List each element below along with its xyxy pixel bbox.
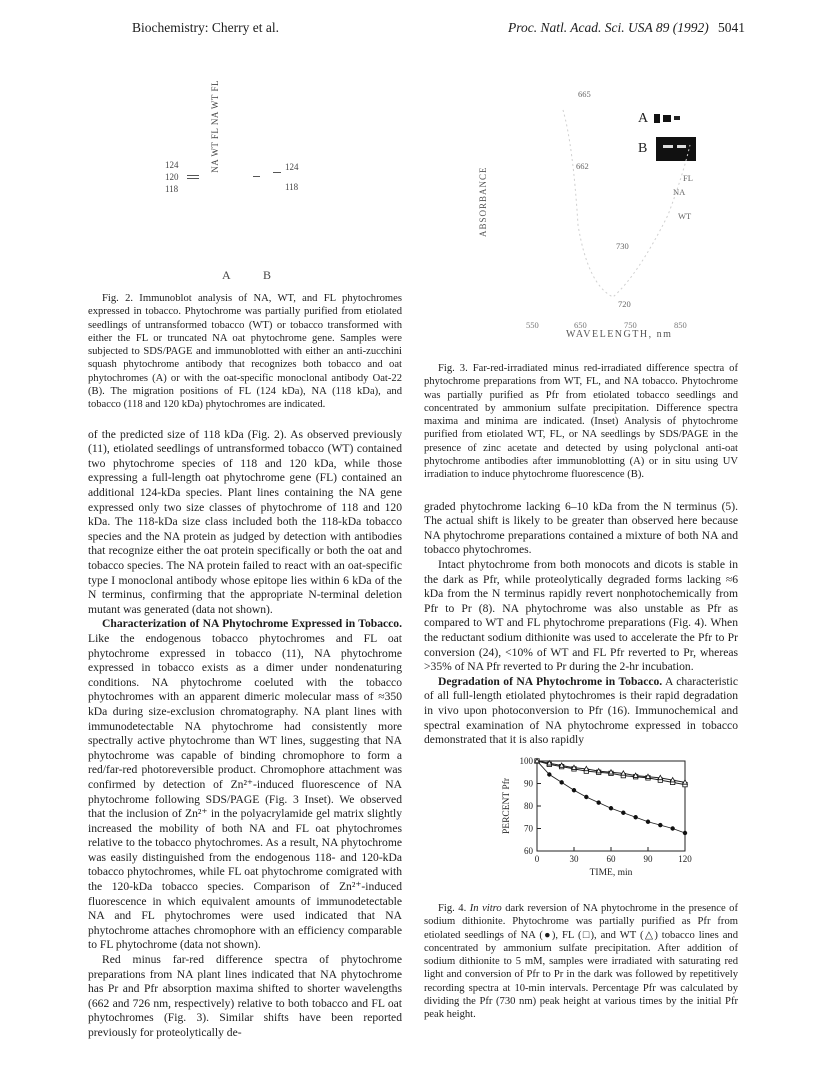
x-tick-850: 850	[674, 320, 687, 330]
data-point-na	[609, 806, 613, 810]
peak-662: 662	[576, 161, 589, 171]
marker-124-right: 124	[285, 162, 299, 172]
left-column	[88, 292, 402, 1041]
y-axis-label: ABSORBANCE	[478, 166, 488, 237]
x-axis-label: WAVELENGTH, nm	[566, 329, 673, 340]
inset-a-label: A	[638, 111, 649, 126]
figure-3-spectra	[478, 85, 708, 355]
chart-marks	[535, 758, 688, 835]
x-tick-750: 750	[624, 320, 637, 330]
curve-label-fl: FL	[683, 173, 693, 183]
data-point-na	[646, 820, 650, 824]
panel-b-label: B	[263, 268, 272, 282]
peak-720: 720	[618, 299, 631, 309]
figure-4-caption	[424, 902, 738, 1022]
section-paragraph	[424, 675, 738, 748]
fig4-caption-prefix: Fig. 4.	[438, 903, 467, 914]
gel-band-b2	[677, 145, 686, 148]
x-tick-label: 120	[678, 854, 692, 864]
y-tick-label: 90	[524, 778, 533, 789]
marker-124-left: 124	[165, 160, 179, 170]
paragraph: of the predicted size of 118 kDa (Fig. 2). As observed previously (11), etiolated seedlings of untransformed tobacco (WT) contained two phytochrome species of 118 and 120 kDa, while those expressing a full-length oat phytochrome gene (FL) contained an additional 124-kDa species. Plant lines containing the NA gene expressed only two size classes of phytochrome of 118 and 120 kDa. The 118-kDa size class included both the 118-kDa tobacco species and the NA protein as judged by detection with antibodies that recognize either the oat protein specifically or both the oat and tobacco species. The NA protein failed to react with an oat-specific type I monoclonal antibody whose epitope lies within 6 kDa of the N terminus, confirming that the appropriate N-terminal deletion mutant was generated (data not shown).	[88, 427, 402, 616]
running-header-journal: Proc. Natl. Acad. Sci. USA 89 (1992)	[508, 20, 709, 35]
paragraph: graded phytochrome lacking 6–10 kDa from the N terminus (5). The actual shift is likely to be greater than observed here because NA phytochrome preparations contained a mixture of both NA and tobacco phytochromes.	[424, 499, 738, 557]
marker-118-right: 118	[285, 182, 299, 192]
y-axis-label: PERCENT Pfr	[502, 777, 512, 835]
inset-gel-bands	[478, 85, 708, 355]
data-point-na	[633, 815, 637, 819]
paragraph: Intact phytochrome from both monocots and dicots is stable in the dark as Pfr, while proteolytically degraded forms lacking ≈6 kDa from the N terminus rapidly revert nonphotochemically from Pfr to Pr (8). NA phytochrome was also unstable as Pfr as compared to WT and FL phytochrome preparations (Fig. 4). When the reductant sodium dithionite was used to accelerate the Pfr to Pr conversion (24), <10% of WT and FL Pfr reverted to Pr, whereas >35% of NA Pfr reverted to Pr during the 2-hr incubation.	[424, 558, 738, 674]
data-point-na	[572, 788, 576, 792]
figure-2-immunoblot	[165, 80, 305, 285]
peak-665: 665	[578, 89, 591, 99]
inset-b-label: B	[638, 141, 648, 156]
data-point-na	[584, 795, 588, 799]
data-point-na	[621, 811, 625, 815]
paragraph-body: A characteristic of all full-length etiolated phytochromes is their rapid degradation in vivo upon photoconversion to Pfr (16). Immunochemical and spectral examination of NA phytochrome expressed in tobacco demonstrated that it is also rapidly	[424, 674, 738, 747]
right-column	[424, 362, 738, 748]
section-paragraph	[88, 617, 402, 953]
section-heading: Degradation of NA Phytochrome in Tobacco.	[438, 674, 663, 688]
figure-4-caption-block	[424, 902, 738, 1022]
x-axis-label: TIME, min	[589, 868, 633, 878]
blot-band	[273, 172, 281, 173]
blot-band	[187, 175, 199, 176]
x-tick-550: 550	[526, 320, 539, 330]
data-point-na	[658, 823, 662, 827]
x-tick-label: 90	[643, 854, 653, 864]
y-tick-label: 80	[524, 801, 533, 811]
data-point-na	[683, 831, 687, 835]
fig2-caption-prefix: Fig. 2.	[102, 293, 134, 304]
peak-730: 730	[616, 241, 629, 251]
y-tick-label: 60	[524, 846, 533, 856]
running-header-authors: Biochemistry: Cherry et al.	[132, 20, 279, 35]
x-tick-label: 60	[606, 854, 616, 864]
data-point-na	[596, 800, 600, 804]
y-tick-label: 70	[524, 823, 533, 834]
fig3-caption-text: Far-red-irradiated minus red-irradiated difference spectra of phytochrome preparations from WT, FL, and NA tobacco. Phytochrome was partially purified as Pfr from etiolated tobacco seedlings and concentrated by ammonium sulfate precipitation. Difference spectra maxima and minima are indicated. (Inset) Analysis of phytochrome purified from etiolated WT, FL, or NA seedlings by SDS/PAGE in the presence of zinc acetate and detected by using polyclonal anti-oat phytochrome antibodies after immunoblotting (A) or in situ using UV irradiation to induce phytochrome fluorescence (B).	[424, 363, 738, 481]
x-tick-label: 0	[534, 854, 540, 864]
gel-band-a2	[663, 115, 671, 122]
data-point-na	[670, 826, 674, 830]
gel-band-a1	[654, 114, 660, 123]
marker-120-left: 120	[165, 172, 179, 182]
figure-4-chart	[495, 755, 705, 885]
marker-118-left: 118	[165, 184, 179, 194]
gel-band-a3	[674, 116, 680, 120]
gel-panel-b	[656, 137, 696, 161]
blot-band	[187, 178, 199, 179]
figure-2-caption	[88, 292, 402, 412]
fig3-caption-prefix: Fig. 3.	[438, 363, 468, 374]
x-tick-650: 650	[574, 320, 587, 330]
paragraph: Red minus far-red difference spectra of phytochrome preparations from NA plant lines indicated that NA phytochrome has Pr and Pfr absorption maxima shifted to shorter wavelengths (662 and 726 nm, respectively) relative to both tobacco and FL oat phytochromes (Fig. 3). Similar shifts have been reported previously for proteolytically de-	[88, 953, 402, 1040]
lane-labels: NA WT FL NA WT FL	[210, 80, 220, 173]
blot-band	[253, 176, 260, 177]
figure-3-caption	[424, 362, 738, 482]
data-point-na	[559, 780, 563, 784]
panel-a-label: A	[222, 268, 231, 282]
fig2-caption-text: Immunoblot analysis of NA, WT, and FL phytochromes expressed in tobacco. Phytochrome was partially purified from etiolated seedlings of untransformed tobacco (WT) or tobacco transformed with either the FL or truncated NA oat phytochrome gene. Samples were subjected to SDS/PAGE and immunoblotted with either an anti-zucchini squash phytochrome antibody that recognizes both tobacco and oat phytochromes (A) or with the oat-specific monoclonal antibody Oat-22 (B). The migration positions of FL (124 kDa), NA (118 kDa), and tobacco (118 and 120 kDa) phytochromes are indicated.	[88, 293, 402, 411]
gel-band-b1	[663, 145, 673, 148]
fig4-caption-italic: In vitro	[466, 903, 502, 914]
paragraph-body: Like the endogenous tobacco phytochromes and FL oat phytochrome expressed in tobacco (11), NA phytochrome expressed in tobacco exists as a dimer under nondenaturing conditions. NA phytochrome coeluted with the tobacco phytochromes with an apparent dimeric molecular mass of ≈350 kDa during size-exclusion chromatography. NA plant lines with immunodetectable NA phytochrome had consistently more spectrally active phytochrome than WT lines, suggesting that NA phytochrome was capable of binding chromophore to form a red/far-red photoreversible product. Chromophore attachment was confirmed by detection of Zn²⁺-induced fluorescence of NA phytochrome following SDS/PAGE (Fig. 3 Inset). We observed that the inclusion of Zn²⁺ in the polyacrylamide gel matrix slightly increased the mobility of both NA and FL oat phytochromes relative to the tobacco phytochromes. As a result, NA phytochrome was easily distinguished from the endogenous 118- and 120-kDa tobacco phytochromes, while FL oat phytochrome comigrated with the 120-kDa tobacco species. Comparison of Zn²⁺-induced fluorescence in which equivalent amounts of immunodetectable NA and FL phytochromes were used indicated that NA phytochrome attaches chromophore with an efficiency comparable to FL phytochrome (data not shown).	[88, 631, 402, 952]
y-tick-label: 100	[519, 756, 533, 766]
section-heading: Characterization of NA Phytochrome Expressed in Tobacco.	[102, 617, 402, 631]
fig4-caption-text: dark reversion of NA phytochrome in the presence of sodium dithionite. Phytochrome was partially purified as Pfr from etiolated seedlings of NA (●), FL (□), and WT (△) tobacco lines and concentrated by ammonium sulfate precipitation. After addition of sodium dithionite to 5 mM, samples were irradiated with saturating red light and conversion of Pfr to Pr in the dark was followed by repetitively recording spectra at 10-min intervals. Percentage Pfr was calculated by dividing the Pfr (730 nm) peak height at various times by the initial Pfr peak height.	[424, 903, 738, 1021]
x-tick-label: 30	[569, 854, 579, 864]
curve-label-wt: WT	[678, 211, 692, 221]
curve-label-na: NA	[673, 187, 686, 197]
page-number: 5041	[718, 20, 745, 35]
data-point-na	[547, 772, 551, 776]
